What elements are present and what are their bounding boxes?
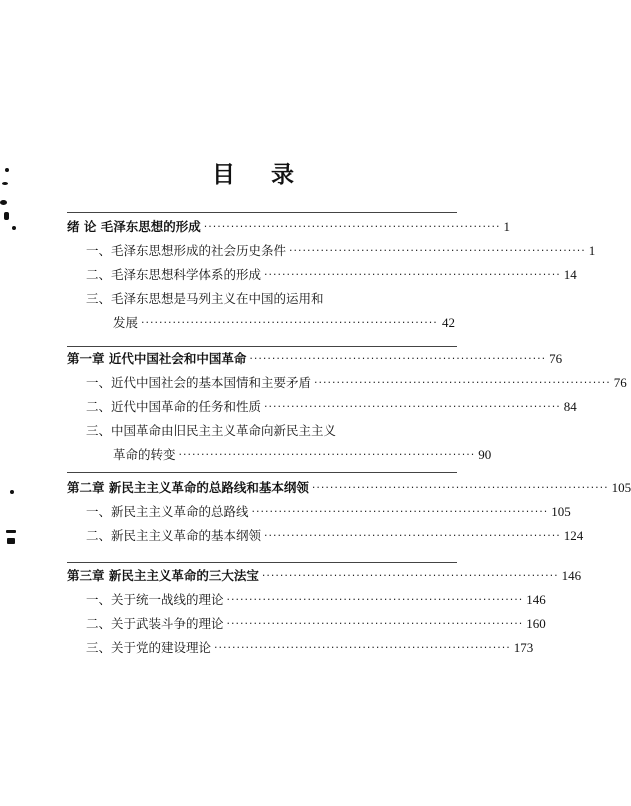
- toc-entry-page: 160: [526, 616, 546, 631]
- dot-leader: ··································································: [264, 529, 561, 542]
- dot-leader: ··································································: [261, 569, 559, 582]
- dot-leader: ··································································: [311, 481, 609, 494]
- dot-leader: ··································································: [264, 268, 561, 281]
- dot-leader: ··································································: [289, 244, 586, 257]
- dot-leader: ··································································: [141, 316, 438, 329]
- toc-entry-page: 14: [563, 267, 577, 282]
- scan-speck: [2, 182, 8, 185]
- toc-entry-page: 146: [526, 592, 546, 607]
- title-char-1: 目: [212, 162, 235, 188]
- toc-entry-title: 三、毛泽东思想是马列主义在中国的运用和: [86, 291, 324, 306]
- toc-entry[interactable]: [86, 638, 534, 658]
- scan-speck: [4, 212, 9, 220]
- toc-entry-title: 一、关于统一战线的理论: [86, 592, 224, 607]
- dot-leader: ··································································: [249, 352, 547, 365]
- toc-entry[interactable]: [86, 421, 455, 441]
- toc-entry-title: 一、近代中国社会的基本国情和主要矛盾: [86, 375, 312, 390]
- toc-entry-title: 一、新民主主义革命的总路线: [86, 504, 249, 519]
- toc-entry-page: 146: [561, 568, 582, 583]
- dot-leader: ··································································: [226, 593, 524, 606]
- toc-entry-title: 第三章 新民主主义革命的三大法宝: [67, 568, 259, 583]
- dot-leader: ··································································: [203, 220, 501, 233]
- toc-entry-title: 一、毛泽东思想形成的社会历史条件: [86, 243, 287, 258]
- toc-entry-title: 第二章 新民主主义革命的总路线和基本纲领: [67, 480, 309, 495]
- toc-entry[interactable]: [67, 566, 582, 586]
- toc-entry-title: 革命的转变: [113, 447, 176, 462]
- toc-entry-page: 1: [588, 243, 596, 258]
- toc-entry[interactable]: [86, 265, 577, 285]
- toc-entry-page: 76: [549, 351, 563, 366]
- scan-speck: [12, 226, 16, 230]
- toc-entry[interactable]: [86, 241, 596, 261]
- scan-speck: [10, 490, 14, 494]
- toc-entry[interactable]: [113, 313, 455, 333]
- toc-entry[interactable]: [67, 349, 563, 369]
- scan-speck: [6, 530, 16, 533]
- toc-entry-title: 第一章 近代中国社会和中国革命: [67, 351, 247, 366]
- toc-entry-page: 90: [478, 447, 492, 462]
- toc-entry-page: 105: [611, 480, 631, 495]
- toc-entry[interactable]: [86, 373, 627, 393]
- toc-entry-title: 三、中国革命由旧民主主义革命向新民主主义: [86, 423, 337, 438]
- toc-entry-title: 三、关于党的建设理论: [86, 640, 212, 655]
- dot-leader: ··································································: [264, 400, 561, 413]
- toc-entry[interactable]: [113, 445, 492, 465]
- toc-entry-page: 76: [613, 375, 627, 390]
- toc-entry-title: 二、近代中国革命的任务和性质: [86, 399, 262, 414]
- toc-entry-page: 124: [563, 528, 584, 543]
- toc-entry-page: 42: [442, 315, 455, 330]
- toc-entry-page: 173: [513, 640, 534, 655]
- toc-entry-title: 绪 论 毛泽东思想的形成: [67, 219, 201, 234]
- dot-leader: ··································································: [251, 505, 549, 518]
- toc-entry-title: 二、新民主主义革命的基本纲领: [86, 528, 262, 543]
- dot-leader: ··································································: [314, 376, 611, 389]
- toc-entry[interactable]: [67, 217, 510, 237]
- scan-speck: [7, 538, 15, 544]
- dot-leader: ··································································: [214, 641, 511, 654]
- scan-speck: [5, 168, 9, 172]
- toc-entry-title: 二、关于武装斗争的理论: [86, 616, 224, 631]
- scan-speck: [0, 200, 7, 205]
- toc-entry[interactable]: [86, 397, 577, 417]
- toc-entry[interactable]: [86, 502, 571, 522]
- toc-entry-page: 1: [503, 219, 510, 234]
- toc-entry-title: 发展: [113, 315, 139, 330]
- dot-leader: ··································································: [226, 617, 524, 630]
- toc-entry-title: 二、毛泽东思想科学体系的形成: [86, 267, 262, 282]
- dot-leader: ··································································: [178, 448, 476, 461]
- toc-entry[interactable]: [67, 478, 631, 498]
- title-char-2: 录: [271, 162, 294, 188]
- toc-entry[interactable]: [86, 289, 455, 309]
- toc-entry[interactable]: [86, 614, 546, 634]
- toc-entry-page: 84: [563, 399, 577, 414]
- toc-entry[interactable]: [86, 590, 546, 610]
- toc-entry-page: 105: [551, 504, 571, 519]
- toc-entry[interactable]: [86, 526, 584, 546]
